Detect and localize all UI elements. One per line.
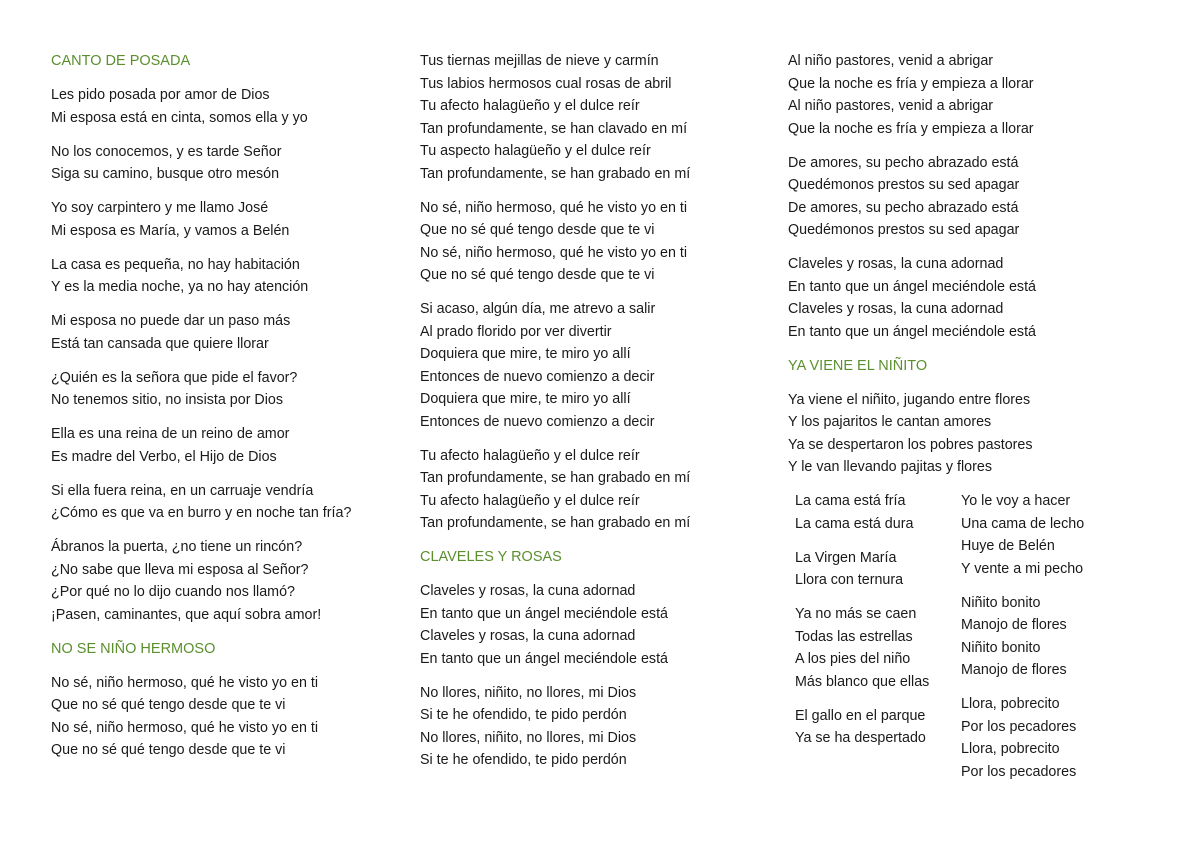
lyric-line: La casa es pequeña, no hay habitación xyxy=(51,256,300,273)
lyric-line: Por los pecadores xyxy=(961,718,1077,735)
lyric-line: Todas las estrellas xyxy=(795,628,913,645)
stanza xyxy=(795,705,961,750)
lyric-line: Y le van llevando pajitas y flores xyxy=(788,459,992,475)
lyric-line: ¿Por qué no lo dijo cuando nos llamó? xyxy=(51,584,295,600)
lyric-line: Tus tiernas mejillas de nieve y carmín xyxy=(420,53,659,69)
lyric-line: Entonces de nuevo comienzo a decir xyxy=(420,368,655,385)
lyric-line: No sé, niño hermoso, qué he visto yo en ti xyxy=(420,199,688,216)
stanza xyxy=(795,490,961,535)
lyric-line: Mi esposa es María, y vamos a Belén xyxy=(51,222,290,239)
lyric-line: Entonces de nuevo comienzo a decir xyxy=(420,413,655,430)
stanza xyxy=(420,682,760,772)
lyric-line: Por los pecadores xyxy=(961,763,1077,780)
song-intro-ya-viene-el-ninito xyxy=(788,389,1148,479)
lyric-line: De amores, su pecho abrazado está xyxy=(788,199,1019,216)
lyric-line: Tus labios hermosos cual rosas de abril xyxy=(420,75,672,92)
lyric-line: Llora, pobrecito xyxy=(961,741,1060,757)
lyric-line: Que no sé qué tengo desde que te vi xyxy=(51,697,286,713)
lyric-line: Tu afecto halagüeño y el dulce reír xyxy=(420,492,640,509)
lyric-line: Huye de Belén xyxy=(961,538,1055,554)
lyric-line: Tan profundamente, se han grabado en mí xyxy=(420,165,691,182)
stanza xyxy=(51,197,391,242)
song-body-claveles-y-rosas-part-2 xyxy=(788,50,1148,343)
lyric-line: Yo le voy a hacer xyxy=(961,493,1071,509)
lyric-line: Quedémonos prestos su sed apagar xyxy=(788,222,1020,238)
stanza xyxy=(51,310,391,355)
lyric-line: Que no sé qué tengo desde que te vi xyxy=(420,222,655,238)
stanza xyxy=(51,254,391,299)
lyric-line: No sé, niño hermoso, qué he visto yo en ti xyxy=(51,719,319,736)
lyric-line: Es madre del Verbo, el Hijo de Dios xyxy=(51,448,277,465)
lyric-line: Doquiera que mire, te miro yo allí xyxy=(420,346,631,362)
lyric-line: La cama está fría xyxy=(795,493,906,509)
lyric-line: En tanto que un ángel meciéndole está xyxy=(420,605,668,622)
stanza xyxy=(420,445,760,535)
stanza xyxy=(51,141,391,186)
subcolumn-right xyxy=(961,490,1141,795)
lyric-line: Llora con ternura xyxy=(795,572,904,588)
lyric-line: En tanto que un ángel meciéndole está xyxy=(420,650,668,667)
lyric-line: Que no sé qué tengo desde que te vi xyxy=(51,742,286,758)
lyric-line: Siga su camino, busque otro mesón xyxy=(51,166,280,182)
lyric-line: Mi esposa está en cinta, somos ella y yo xyxy=(51,109,308,126)
lyric-line: Claveles y rosas, la cuna adornad xyxy=(788,256,1004,272)
lyric-line: ¿No sabe que lleva mi esposa al Señor? xyxy=(51,561,309,578)
lyric-line: Les pido posada por amor de Dios xyxy=(51,87,270,103)
column-1 xyxy=(51,50,391,773)
lyric-line: Si te he ofendido, te pido perdón xyxy=(420,752,627,768)
lyric-line: Tu afecto halagüeño y el dulce reír xyxy=(420,98,640,114)
lyric-line: Si acaso, algún día, me atrevo a salir xyxy=(420,301,656,317)
lyric-line: Tu aspecto halagüeño y el dulce reír xyxy=(420,143,651,159)
song-subcolumns-ya-viene-el-ninito xyxy=(788,490,1148,795)
lyric-line: Mi esposa no puede dar un paso más xyxy=(51,313,291,329)
lyric-line: Al niño pastores, venid a abrigar xyxy=(788,53,994,69)
lyric-line: Que no sé qué tengo desde que te vi xyxy=(420,267,655,283)
lyric-line: Más blanco que ellas xyxy=(795,673,930,690)
lyric-line: Ábranos la puerta, ¿no tiene un rincón? xyxy=(51,539,303,555)
lyric-line: En tanto que un ángel meciéndole está xyxy=(788,323,1036,340)
stanza xyxy=(788,50,1148,140)
stanza xyxy=(420,580,760,670)
lyric-line: En tanto que un ángel meciéndole está xyxy=(788,278,1036,295)
stanza xyxy=(961,490,1141,580)
stanza xyxy=(420,50,760,185)
lyric-line: Ya se ha despertado xyxy=(795,730,926,746)
lyric-line: Y es la media noche, ya no hay atención xyxy=(51,279,309,295)
stanza xyxy=(961,693,1141,783)
lyric-line: Si ella fuera reina, en un carruaje vendría xyxy=(51,482,314,499)
stanza xyxy=(420,197,760,287)
stanza xyxy=(420,298,760,433)
lyric-line: La cama está dura xyxy=(795,515,914,532)
lyric-line: Si te he ofendido, te pido perdón xyxy=(420,707,627,723)
stanza xyxy=(51,423,391,468)
column-2 xyxy=(420,50,760,783)
lyric-line: Al niño pastores, venid a abrigar xyxy=(788,98,994,114)
song-body-no-se-nino-hermoso-part-2 xyxy=(420,50,760,535)
lyric-line: Yo soy carpintero y me llamo José xyxy=(51,200,269,216)
lyric-line: No los conocemos, y es tarde Señor xyxy=(51,143,282,160)
stanza xyxy=(788,253,1148,343)
lyric-line: Tan profundamente, se han clavado en mí xyxy=(420,120,688,137)
song-body-claveles-y-rosas-part-1 xyxy=(420,580,760,772)
lyric-line: Ella es una reina de un reino de amor xyxy=(51,426,290,442)
lyric-line: De amores, su pecho abrazado está xyxy=(788,154,1019,171)
lyric-line: Quedémonos prestos su sed apagar xyxy=(788,177,1020,193)
lyric-line: Que la noche es fría y empieza a llorar xyxy=(788,120,1034,137)
lyric-line: No llores, niñito, no llores, mi Dios xyxy=(420,729,637,746)
stanza xyxy=(795,603,961,693)
song-title-no-se-nino-hermoso: NO SE NIÑO HERMOSO xyxy=(51,640,216,657)
song-title-canto-de-posada: CANTO DE POSADA xyxy=(51,53,191,69)
lyric-line: La Virgen María xyxy=(795,549,897,566)
lyric-line: Ya no más se caen xyxy=(795,606,917,622)
song-title-claveles-y-rosas: CLAVELES Y ROSAS xyxy=(420,549,562,565)
lyric-line: ¿Cómo es que va en burro y en noche tan fría? xyxy=(51,505,352,521)
stanza xyxy=(51,480,391,525)
lyric-line: No tenemos sitio, no insista por Dios xyxy=(51,392,284,408)
song-title-ya-viene-el-ninito: YA VIENE EL NIÑITO xyxy=(788,357,928,374)
lyric-line: Ya viene el niñito, jugando entre flores xyxy=(788,391,1031,408)
lyric-line: ¡Pasen, caminantes, que aquí sobra amor! xyxy=(51,606,322,623)
lyric-line: Al prado florido por ver divertir xyxy=(420,323,612,340)
lyric-line: Doquiera que mire, te miro yo allí xyxy=(420,391,631,407)
song-body-no-se-nino-hermoso-part-1 xyxy=(51,672,391,762)
stanza xyxy=(961,592,1141,682)
lyric-line: Manojo de flores xyxy=(961,617,1067,633)
lyric-line: Claveles y rosas, la cuna adornad xyxy=(420,583,636,599)
lyric-line: No llores, niñito, no llores, mi Dios xyxy=(420,684,637,701)
lyric-line: No sé, niño hermoso, qué he visto yo en ti xyxy=(420,244,688,261)
lyric-line: Ya se despertaron los pobres pastores xyxy=(788,436,1033,453)
stanza xyxy=(51,367,391,412)
lyric-line: Y los pajaritos le cantan amores xyxy=(788,414,992,430)
lyric-line: Manojo de flores xyxy=(961,662,1067,678)
lyric-line: Tan profundamente, se han grabado en mí xyxy=(420,515,691,531)
lyric-line: Está tan cansada que quiere llorar xyxy=(51,335,269,352)
lyric-line: Que la noche es fría y empieza a llorar xyxy=(788,75,1034,92)
lyric-line: Claveles y rosas, la cuna adornad xyxy=(788,301,1004,317)
stanza xyxy=(51,536,391,626)
lyric-line: Tu afecto halagüeño y el dulce reír xyxy=(420,447,640,464)
stanza xyxy=(51,84,391,129)
lyric-line: Una cama de lecho xyxy=(961,515,1085,532)
lyric-line: El gallo en el parque xyxy=(795,707,926,724)
stanza xyxy=(51,672,391,762)
lyric-line: Claveles y rosas, la cuna adornad xyxy=(420,628,636,644)
lyric-line: Niñito bonito xyxy=(961,594,1041,611)
lyric-line: Y vente a mi pecho xyxy=(961,560,1084,577)
subcolumn-left xyxy=(788,490,961,795)
lyric-line: ¿Quién es la señora que pide el favor? xyxy=(51,369,298,386)
lyric-line: Llora, pobrecito xyxy=(961,696,1060,712)
stanza xyxy=(788,152,1148,242)
lyric-line: Niñito bonito xyxy=(961,639,1041,656)
lyric-line: Tan profundamente, se han grabado en mí xyxy=(420,470,691,486)
lyric-line: No sé, niño hermoso, qué he visto yo en ti xyxy=(51,674,319,691)
stanza xyxy=(795,547,961,592)
stanza xyxy=(788,389,1148,479)
lyric-line: A los pies del niño xyxy=(795,651,911,667)
song-body-canto-de-posada xyxy=(51,84,391,626)
column-3 xyxy=(788,50,1148,795)
